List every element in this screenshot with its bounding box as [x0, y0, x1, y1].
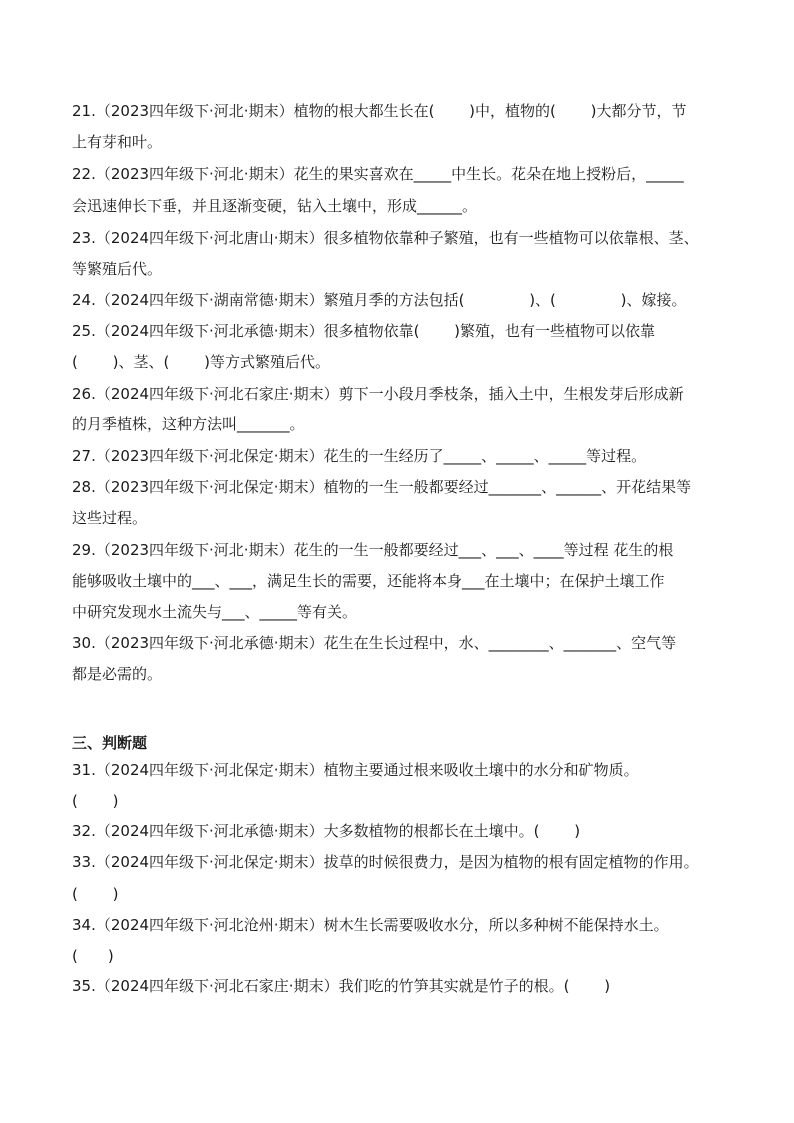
question-22-line-2: 会迅速伸长下垂，并且逐渐变硬，钻入土壤中，形成______。 [72, 197, 478, 215]
question-24-line-1: 24.（2024四年级下·湖南常德·期末）繁殖月季的方法包括( )、( )、嫁接。 [72, 291, 687, 309]
section-title: 三、判断题 [72, 734, 148, 752]
question-30-line-2: 都是必需的。 [72, 665, 163, 683]
question-26-line-2: 的月季植株，这种方法叫_______。 [72, 415, 305, 433]
question-35-line-1: 35.（2024四年级下·河北石家庄·期末）我们吃的竹笋其实就是竹子的根。( ) [72, 977, 611, 995]
question-33-line-1: 33.（2024四年级下·河北保定·期末）拔草的时候很费力，是因为植物的根有固定植物的作用。 [72, 853, 699, 871]
question-21-line-2: 上有芽和叶。 [72, 133, 163, 151]
question-25-line-1: 25.（2024四年级下·河北承德·期末）很多植物依靠( )繁殖，也有一些植物可以依靠 [72, 322, 656, 340]
question-28-line-2: 这些过程。 [72, 509, 148, 527]
question-33-answer: ( ) [72, 885, 119, 903]
question-31-line-1: 31.（2024四年级下·河北保定·期末）植物主要通过根来吸收土壤中的水分和矿物质。 [72, 761, 639, 779]
question-25-line-2: ( )、茎、( )等方式繁殖后代。 [72, 353, 330, 371]
question-21-line-1: 21.（2023四年级下·河北·期末）植物的根大都生长在( )中，植物的( )大都分节，节 [72, 102, 687, 120]
question-23-line-1: 23.（2024四年级下·河北唐山·期末）很多植物依靠种子繁殖，也有一些植物可以依靠根、茎、 [72, 229, 699, 247]
question-26-line-1: 26.（2024四年级下·河北石家庄·期末）剪下一小段月季枝条，插入土中，生根发芽后形成新 [72, 385, 684, 403]
question-28-line-1: 28.（2023四年级下·河北保定·期末）植物的一生一般都要经过_______、______、开花结果等 [72, 478, 692, 496]
question-34-line-1: 34.（2024四年级下·河北沧州·期末）树木生长需要吸收水分，所以多种树不能保持水土。 [72, 916, 669, 934]
question-29-line-1: 29.（2023四年级下·河北·期末）花生的一生一般都要经过___、___、____等过程 花生的根 [72, 541, 674, 559]
question-22-line-1: 22.（2023四年级下·河北·期末）花生的果实喜欢在_____中生长。花朵在地上授粉后，_____ [72, 165, 684, 183]
question-23-line-2: 等繁殖后代。 [72, 260, 163, 278]
question-30-line-1: 30.（2023四年级下·河北承德·期末）花生在生长过程中，水、________、_______、空气等 [72, 634, 677, 652]
question-32-line-1: 32.（2024四年级下·河北承德·期末）大多数植物的根都长在土壤中。( ) [72, 822, 581, 840]
question-31-answer: ( ) [72, 792, 119, 810]
question-34-answer: ( ) [72, 947, 114, 965]
question-29-line-2: 能够吸收土壤中的___、___，满足生长的需要，还能将本身___在土壤中；在保护土壤工作 [72, 572, 665, 590]
question-29-line-3: 中研究发现水土流失与___、_____等有关。 [72, 603, 358, 621]
question-27-line-1: 27.（2023四年级下·河北保定·期末）花生的一生经历了_____、_____、_____等过程。 [72, 447, 647, 465]
